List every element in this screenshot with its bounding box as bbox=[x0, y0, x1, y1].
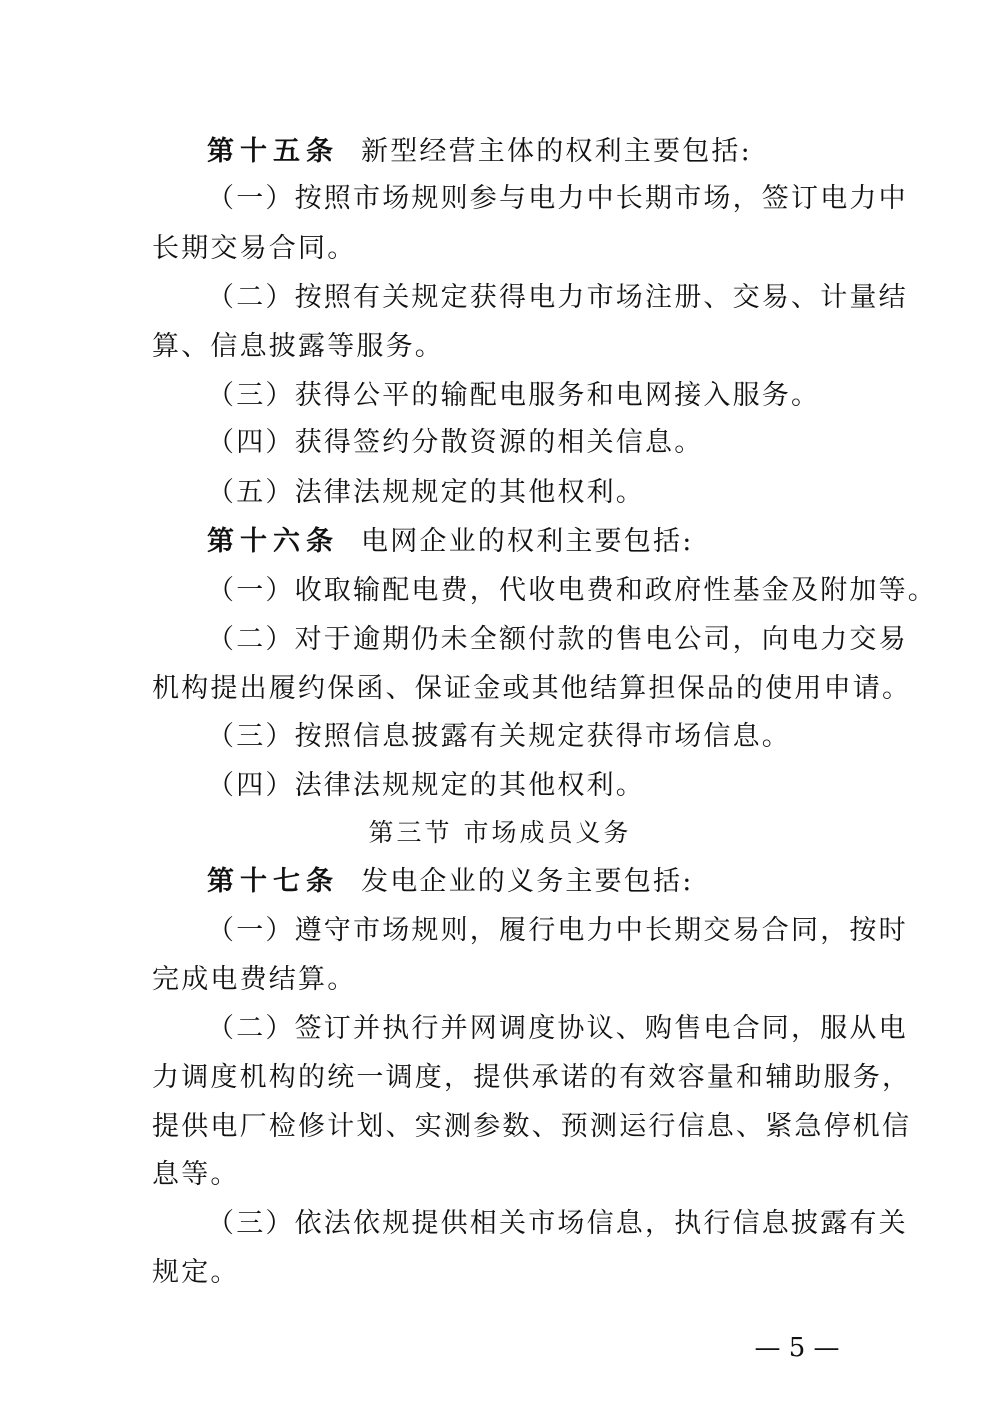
article-16-number: 第十六条 bbox=[207, 526, 339, 557]
paragraph-line: （三）按照信息披露有关规定获得市场信息。 bbox=[207, 721, 791, 752]
paragraph-line: 力调度机构的统一调度，提供承诺的有效容量和辅助服务， bbox=[152, 1062, 912, 1093]
page-number: — 5 — bbox=[754, 1333, 840, 1363]
paragraph-line: （二）按照有关规定获得电力市场注册、交易、计量结 bbox=[207, 282, 908, 313]
paragraph-line: （二）对于逾期仍未全额付款的售电公司，向电力交易 bbox=[207, 624, 908, 655]
article-17-intro: 发电企业的义务主要包括: bbox=[361, 866, 694, 897]
article-16-heading bbox=[0, 517, 1000, 567]
paragraph-line: 算、信息披露等服务。 bbox=[152, 331, 444, 362]
paragraph-line: （五）法律法规规定的其他权利。 bbox=[207, 477, 645, 508]
article-17-heading bbox=[0, 857, 1000, 907]
paragraph-line: 长期交易合同。 bbox=[152, 233, 357, 264]
paragraph-line: （一）遵守市场规则，履行电力中长期交易合同，按时 bbox=[207, 915, 908, 946]
article-15-heading bbox=[0, 127, 1000, 177]
article-16-intro: 电网企业的权利主要包括: bbox=[361, 526, 694, 557]
paragraph-line: （四）法律法规规定的其他权利。 bbox=[207, 770, 645, 801]
paragraph-line: （一）按照市场规则参与电力中长期市场，签订电力中 bbox=[207, 183, 908, 214]
paragraph-line: 规定。 bbox=[152, 1257, 240, 1288]
paragraph-line: 完成电费结算。 bbox=[152, 964, 357, 995]
article-15-intro: 新型经营主体的权利主要包括: bbox=[361, 136, 752, 167]
paragraph-line: （三）获得公平的输配电服务和电网接入服务。 bbox=[207, 380, 821, 411]
paragraph-line: （三）依法依规提供相关市场信息，执行信息披露有关 bbox=[207, 1208, 908, 1239]
article-15-number: 第十五条 bbox=[207, 136, 339, 167]
paragraph-line: （一）收取输配电费，代收电费和政府性基金及附加等。 bbox=[207, 575, 937, 606]
paragraph-line: 机构提出履约保函、保证金或其他结算担保品的使用申请。 bbox=[152, 673, 912, 704]
paragraph-line: （四）获得签约分散资源的相关信息。 bbox=[207, 427, 704, 458]
paragraph-line: 提供电厂检修计划、实测参数、预测运行信息、紧急停机信 bbox=[152, 1111, 912, 1142]
paragraph-line: （二）签订并执行并网调度协议、购售电合同，服从电 bbox=[207, 1013, 908, 1044]
section-title: 第三节 市场成员义务 bbox=[368, 818, 632, 847]
paragraph-line: 息等。 bbox=[152, 1159, 240, 1190]
article-17-number: 第十七条 bbox=[207, 866, 339, 897]
